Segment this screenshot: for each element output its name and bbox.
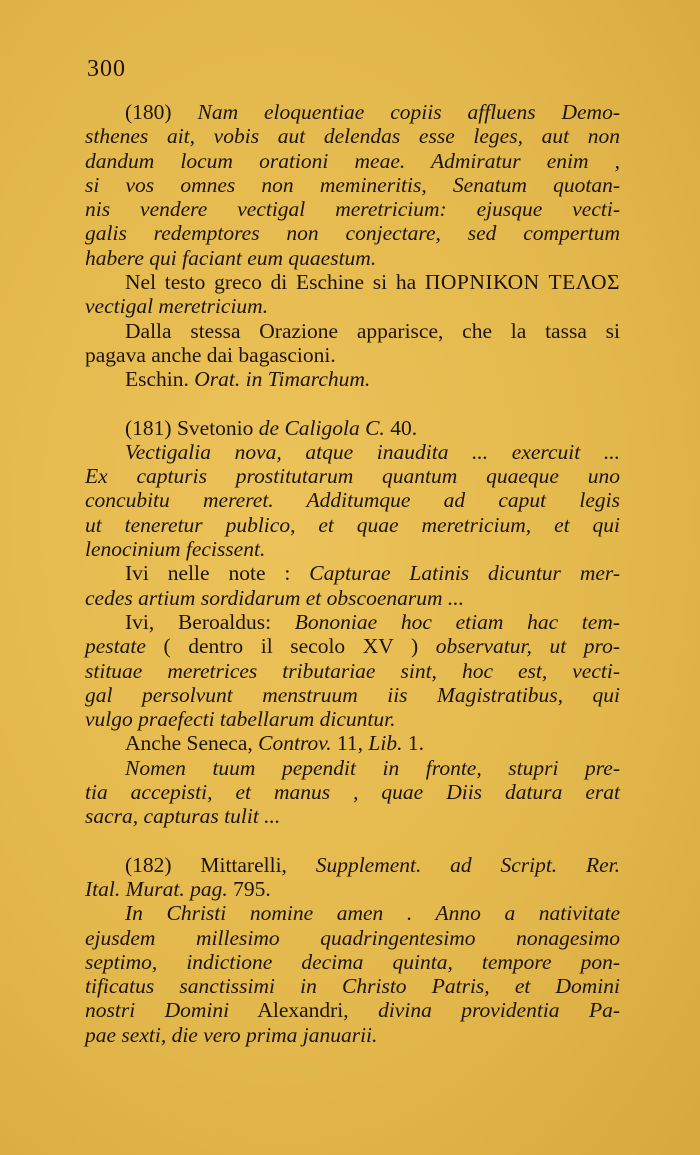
- italic-text: cedes artium sordidarum et obscoenarum ...: [85, 585, 465, 610]
- text-segment: 40.: [390, 415, 418, 440]
- text-line: [85, 1023, 620, 1047]
- italic-text: galis redemptores non conjectare, sed compertum: [85, 221, 620, 246]
- text-segment: Nel testo greco di Eschine si ha: [125, 270, 425, 295]
- text-line: [85, 998, 620, 1022]
- text-line: [85, 780, 620, 804]
- text-segment: (180): [125, 100, 198, 124]
- italic-text: Ex capturis prostitutarum quantum quaeque uno: [85, 464, 620, 489]
- text-segment: 11,: [331, 731, 369, 756]
- text-line: [85, 731, 620, 755]
- text-segment: ΠΟΡΝΙΚΟΝ ΤΕΛΟΣ: [424, 270, 620, 295]
- text-segment: 795.: [227, 876, 271, 901]
- italic-text: tificatus sanctissimi in Christo Patris, et Domini: [85, 974, 620, 999]
- italic-text: In Christi nomine amen . Anno a nativitate: [125, 901, 620, 926]
- italic-text: vulgo praefecti tabellarum dicuntur.: [85, 707, 396, 732]
- italic-text: Vectigalia nova, atque inaudita ... exercuit ...: [125, 439, 620, 464]
- text-line: [85, 343, 620, 367]
- italic-text: sacra, capturas tulit ...: [85, 804, 281, 829]
- text-segment: 1.: [402, 731, 424, 756]
- text-line: [85, 294, 620, 318]
- text-line: [85, 537, 620, 561]
- text-line: [85, 610, 620, 634]
- text-line: [85, 586, 620, 610]
- text-line: [85, 659, 620, 683]
- italic-text: Nomen tuum pependit in fronte, stupri pre-: [125, 755, 620, 780]
- text-line: [85, 197, 620, 221]
- text-line: [85, 149, 620, 173]
- italic-text: ut teneretur publico, et quae meretricium, et qui: [85, 512, 620, 537]
- text-line: [85, 270, 620, 294]
- italic-text: Ital. Murat. pag.: [85, 876, 228, 901]
- italic-text: tia accepisti, et manus , quae Diis datura erat: [85, 780, 620, 805]
- text-line: [85, 634, 620, 658]
- text-segment: Alexandri,: [229, 998, 379, 1023]
- text-line: [85, 100, 620, 124]
- text-line: [85, 974, 620, 998]
- italic-text: si vos omnes non memineritis, Senatum quotan-: [85, 172, 620, 197]
- italic-text: Lib.: [368, 731, 403, 756]
- text-segment: ( dentro il secolo XV ): [145, 634, 436, 659]
- italic-text: gal persolvunt menstruum iis Magistratibus, qui: [85, 682, 620, 707]
- text-segment: Ivi, Beroaldus:: [125, 609, 295, 634]
- text-line: [85, 440, 620, 464]
- text-line: [85, 756, 620, 780]
- italic-text: habere qui faciant eum quaestum.: [85, 245, 377, 270]
- italic-text: nostri Domini: [85, 998, 230, 1023]
- text-segment: (182) Mittarelli,: [125, 852, 316, 877]
- text-line: [85, 464, 620, 488]
- text-segment: Eschin.: [125, 367, 195, 392]
- text-line: [85, 853, 620, 877]
- text-segment: Ivi nelle note :: [125, 561, 310, 586]
- italic-text: vectigal meretricium.: [85, 294, 269, 319]
- text-line: [85, 683, 620, 707]
- text-line: [85, 246, 620, 270]
- text-line: [85, 221, 620, 245]
- text-line: [85, 488, 620, 512]
- italic-text: septimo, indictione decima quinta, tempore pon-: [85, 949, 620, 974]
- italic-text: concubitu mereret. Additumque ad caput legis: [85, 488, 620, 513]
- italic-text: nis vendere vectigal meretricium: ejusque vecti-: [85, 197, 620, 222]
- italic-text: Orat. in Timarchum.: [194, 367, 371, 392]
- italic-text: divina providentia Pa-: [378, 998, 620, 1023]
- text-line: [85, 513, 620, 537]
- text-line: [85, 416, 620, 440]
- paragraph-gap: [85, 829, 620, 853]
- italic-text: pae sexti, die vero prima januarii.: [85, 1022, 378, 1047]
- text-line: [85, 707, 620, 731]
- italic-text: lenocinium fecissent.: [85, 537, 266, 562]
- page-number: 300: [87, 56, 126, 82]
- italic-text: Nam eloquentiae copiis affluens Demo-: [197, 100, 620, 124]
- italic-text: dandum locum orationi meae. Admiratur enim ,: [85, 148, 620, 173]
- text-segment: pagava anche dai bagascioni.: [85, 342, 336, 367]
- italic-text: sthenes ait, vobis aut delendas esse leges, aut non: [85, 124, 620, 149]
- italic-text: pestate: [85, 634, 146, 659]
- text-line: [85, 901, 620, 925]
- text-segment: (181) Svetonio: [125, 415, 259, 440]
- text-segment: Anche Seneca,: [125, 731, 259, 756]
- italic-text: de Caligola C.: [258, 415, 391, 440]
- italic-text: Capturae Latinis dicuntur mer-: [309, 561, 620, 586]
- italic-text: observatur, ut pro-: [435, 634, 620, 659]
- text-line: [85, 926, 620, 950]
- text-line: [85, 804, 620, 828]
- text-line: [85, 367, 620, 391]
- text-segment: Dalla stessa Orazione apparisce, che la tassa si: [125, 318, 620, 343]
- text-line: [85, 561, 620, 585]
- italic-text: ejusdem millesimo quadringentesimo nonagesimo: [85, 925, 620, 950]
- italic-text: Supplement. ad Script. Rer.: [315, 852, 620, 877]
- italic-text: Controv.: [258, 731, 332, 756]
- text-line: [85, 319, 620, 343]
- italic-text: Bononiae hoc etiam hac tem-: [294, 609, 620, 634]
- text-line: [85, 173, 620, 197]
- text-line: [85, 877, 620, 901]
- text-line: [85, 124, 620, 148]
- text-line: [85, 950, 620, 974]
- paragraph-gap: [85, 392, 620, 416]
- footnotes-text: [85, 100, 620, 1047]
- italic-text: stituae meretrices tributariae sint, hoc est, vecti-: [85, 658, 620, 683]
